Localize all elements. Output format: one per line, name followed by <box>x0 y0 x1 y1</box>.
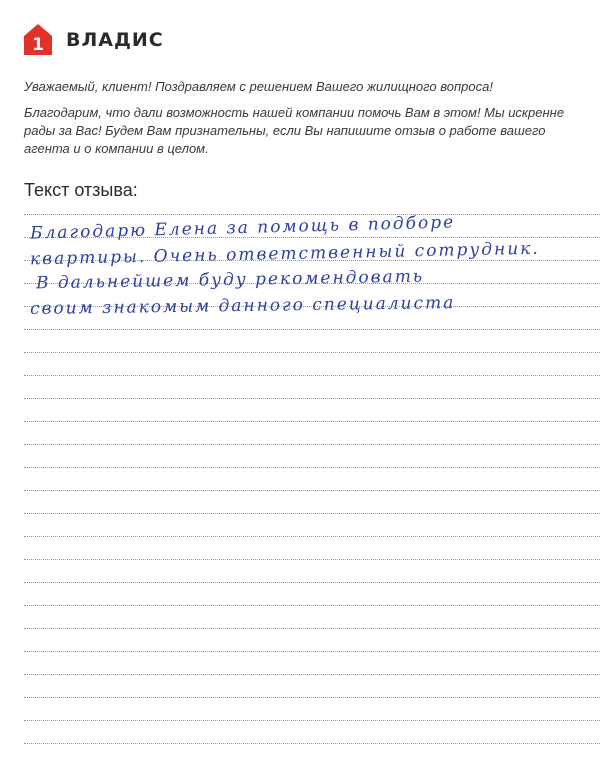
ruled-line <box>24 513 600 514</box>
ruled-line <box>24 720 600 721</box>
ruled-line <box>24 490 600 491</box>
thanks-text: Благодарим, что дали возможность нашей компании помочь Вам в этом! Мы искренне рады за Вас! Будем Вам признательны, если Вы напишите отзыв о работе вашего агента и о компании в целом. <box>24 105 565 156</box>
ruled-line <box>24 536 600 537</box>
intro-text <box>24 78 594 158</box>
handwritten-line: В дальнейшем буду рекомендовать <box>35 266 425 294</box>
handwritten-line: Благодарю Елена за помощь в подборе <box>29 212 456 244</box>
handwritten-line: своим знакомым данного специалиста <box>29 293 456 319</box>
ruled-line <box>24 651 600 652</box>
ruled-line <box>24 605 600 606</box>
header <box>22 22 164 58</box>
handwritten-line: квартиры. Очень ответственный сотрудник. <box>29 238 540 270</box>
ruled-line <box>24 329 600 330</box>
ruled-line <box>24 467 600 468</box>
ruled-line <box>24 628 600 629</box>
ruled-line <box>24 697 600 698</box>
ruled-line <box>24 421 600 422</box>
ruled-line <box>24 398 600 399</box>
ruled-line <box>24 352 600 353</box>
ruled-line <box>24 582 600 583</box>
ruled-line <box>24 375 600 376</box>
ruled-line <box>24 214 600 215</box>
ruled-line <box>24 444 600 445</box>
ruled-line <box>24 559 600 560</box>
brand-name: ВЛАДИС <box>66 29 164 51</box>
ruled-line <box>24 674 600 675</box>
logo-number: 1 <box>32 35 44 55</box>
review-title: Текст отзыва: <box>24 180 138 200</box>
ruled-line <box>24 743 600 744</box>
greeting-text: Уважаемый, клиент! Поздравляем с решением Вашего жилищного вопроса! <box>24 79 493 94</box>
house-logo-icon <box>22 22 54 58</box>
